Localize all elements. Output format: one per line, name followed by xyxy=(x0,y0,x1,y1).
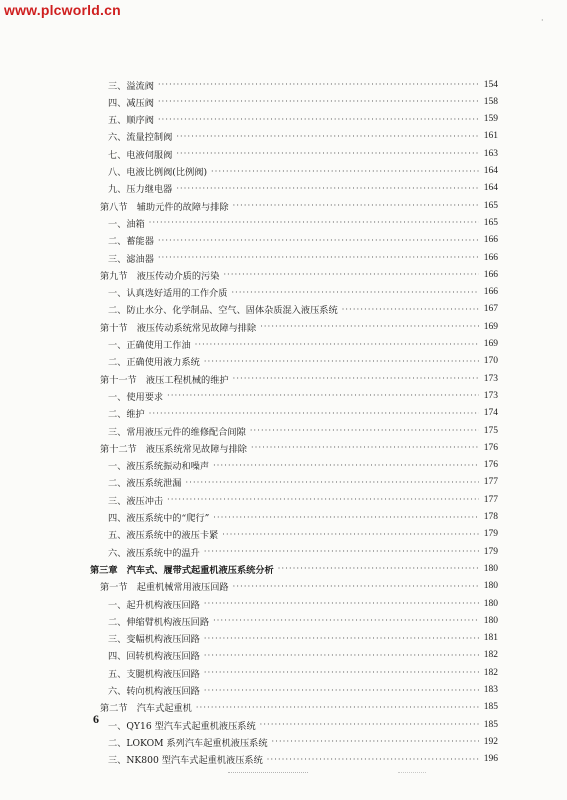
toc-leader-dots xyxy=(204,547,479,556)
toc-label: 六、转向机构液压回路 xyxy=(108,686,200,697)
toc-page-number: 196 xyxy=(483,754,498,765)
toc-label: 二、防止水分、化学制品、空气、固体杂质混入液压系统 xyxy=(108,305,338,317)
toc-leader-dots xyxy=(342,305,479,314)
toc-leader-dots xyxy=(233,582,479,591)
toc-item xyxy=(108,716,498,733)
toc-leader-dots xyxy=(211,167,479,176)
toc-page-number: 166 xyxy=(483,269,498,280)
toc-page-number: 175 xyxy=(483,425,498,436)
toc-page-number: 176 xyxy=(483,460,498,471)
toc-page-number: 165 xyxy=(483,200,498,211)
toc-leader-dots xyxy=(158,115,479,124)
toc-page-number: 158 xyxy=(483,96,498,107)
toc-page-number: 180 xyxy=(483,598,498,609)
toc-section xyxy=(100,197,498,214)
toc-page-number: 180 xyxy=(483,581,498,592)
toc-leader-dots xyxy=(186,478,480,487)
toc-section xyxy=(100,578,498,595)
scan-smudge xyxy=(398,772,426,775)
toc-leader-dots xyxy=(196,703,479,712)
toc-item xyxy=(108,612,498,629)
toc-page-number: 154 xyxy=(483,79,498,90)
scan-speck: · xyxy=(541,16,544,25)
toc-item xyxy=(108,474,498,491)
toc-item xyxy=(108,543,498,560)
toc-label: 第二节 汽车式起重机 xyxy=(100,703,192,715)
toc-leader-dots xyxy=(213,461,479,470)
toc-label: 三、变幅机构液压回路 xyxy=(108,634,200,646)
toc-page-number: 192 xyxy=(483,736,498,747)
toc-label: 三、溢流阀 xyxy=(108,80,154,92)
toc-label: 第一节 起重机械常用液压回路 xyxy=(100,582,229,594)
toc-label: 二、LOKOM 系列汽车起重机液压系统 xyxy=(108,737,268,749)
toc-item xyxy=(108,457,498,474)
toc-section xyxy=(100,699,498,716)
toc-label: 第八节 辅助元件的故障与排除 xyxy=(100,201,229,213)
toc-label: 三、液压冲击 xyxy=(108,495,164,507)
toc-leader-dots xyxy=(204,651,479,660)
toc-page-number: 169 xyxy=(483,339,498,349)
toc-item xyxy=(108,301,498,318)
scan-smudge xyxy=(228,772,308,776)
toc-page-number: 166 xyxy=(483,252,498,263)
toc-item xyxy=(108,353,498,370)
toc-label: 二、伸缩臂机构液压回路 xyxy=(108,616,210,628)
toc-item xyxy=(108,647,498,664)
toc-item xyxy=(108,284,498,301)
toc-leader-dots xyxy=(204,634,479,643)
toc-page-number: 170 xyxy=(483,356,498,367)
toc-label: 五、支腿机构液压回路 xyxy=(108,668,200,680)
toc-item xyxy=(108,145,498,162)
toc-leader-dots xyxy=(223,270,479,279)
toc-leader-dots xyxy=(195,340,479,349)
toc-item xyxy=(108,180,498,197)
toc-page-number: 185 xyxy=(483,702,498,713)
toc-item xyxy=(108,682,498,699)
toc-item xyxy=(108,336,498,353)
toc-item xyxy=(108,664,498,681)
toc-leader-dots xyxy=(267,755,479,764)
toc-label: 一、油箱 xyxy=(108,218,145,230)
toc-page-number: 173 xyxy=(483,390,498,401)
page-number: 6 xyxy=(93,712,99,726)
toc-item xyxy=(108,405,498,422)
toc-item xyxy=(108,76,498,93)
toc-label: 四、液压系统中的“爬行” xyxy=(108,513,210,524)
toc-page-number: 179 xyxy=(483,529,498,540)
toc-page-number: 177 xyxy=(483,494,498,505)
toc-leader-dots xyxy=(213,616,479,625)
toc-leader-dots xyxy=(176,184,479,193)
toc-leader-dots xyxy=(222,530,479,539)
toc-leader-dots xyxy=(176,132,479,141)
toc-leader-dots xyxy=(260,322,479,331)
toc-page-number: 173 xyxy=(483,373,498,384)
toc-item xyxy=(108,751,498,768)
toc-label: 一、正确使用工作油 xyxy=(108,340,191,351)
toc-label: 一、液压系统振动和噪声 xyxy=(108,461,210,473)
toc-page-number: 166 xyxy=(483,235,498,246)
toc-page-number: 164 xyxy=(483,183,498,194)
toc-leader-dots xyxy=(204,686,479,695)
toc-label: 三、滤油器 xyxy=(108,253,154,265)
toc-page-number: 182 xyxy=(483,667,498,678)
toc-page-number: 174 xyxy=(483,408,498,419)
toc-leader-dots xyxy=(213,513,479,522)
toc-item xyxy=(108,93,498,110)
toc-section xyxy=(100,370,498,387)
toc-label: 二、液压系统泄漏 xyxy=(108,478,182,490)
toc-label: 七、电液伺服阀 xyxy=(108,149,173,161)
toc-label: 六、液压系统中的温升 xyxy=(108,547,200,559)
toc-label: 六、流量控制阀 xyxy=(108,132,173,144)
toc-page-number: 159 xyxy=(483,114,498,125)
toc-item xyxy=(108,128,498,145)
toc-leader-dots xyxy=(149,218,479,227)
toc-item xyxy=(108,595,498,612)
toc-page-number: 180 xyxy=(483,563,498,574)
toc-page-number: 185 xyxy=(483,719,498,730)
toc-leader-dots xyxy=(204,357,479,366)
toc-leader-dots xyxy=(233,201,479,210)
toc-leader-dots xyxy=(158,97,479,106)
toc-item xyxy=(108,249,498,266)
toc-leader-dots xyxy=(250,426,479,435)
toc-label: 第三章 汽车式、履带式起重机液压系统分析 xyxy=(90,564,274,576)
toc-page-number: 161 xyxy=(483,131,498,142)
toc-item xyxy=(108,630,498,647)
toc-page-number: 165 xyxy=(483,217,498,228)
toc-item xyxy=(108,214,498,231)
toc-item xyxy=(108,387,498,404)
toc-label: 八、电液比例阀(比例阀) xyxy=(108,167,208,178)
toc-page-number: 166 xyxy=(483,287,498,298)
toc-leader-dots xyxy=(231,288,479,297)
toc-label: 第十节 液压传动系统常见故障与排除 xyxy=(100,322,257,334)
toc-leader-dots xyxy=(149,409,479,418)
toc-page-number: 169 xyxy=(483,321,498,332)
toc-page-number: 163 xyxy=(483,148,498,159)
toc-label: 五、顺序阀 xyxy=(108,115,154,127)
toc-label: 一、起升机构液压回路 xyxy=(108,599,200,611)
toc-page-number: 179 xyxy=(483,546,498,557)
toc-item xyxy=(108,111,498,128)
toc-label: 四、回转机构液压回路 xyxy=(108,651,200,663)
toc-leader-dots xyxy=(278,564,479,573)
toc-leader-dots xyxy=(176,149,479,158)
toc-label: 一、QY16 型汽车式起重机液压系统 xyxy=(108,720,256,732)
toc-chapter xyxy=(90,560,498,577)
toc-label: 一、认真选好适用的工作介质 xyxy=(108,288,228,300)
toc-leader-dots xyxy=(158,253,479,262)
toc-leader-dots xyxy=(260,720,479,729)
toc-leader-dots xyxy=(158,236,479,245)
watermark: www.plcworld.cn xyxy=(4,2,121,18)
toc-item xyxy=(108,526,498,543)
toc-page-number: 180 xyxy=(483,615,498,626)
toc-label: 一、使用要求 xyxy=(108,391,164,403)
toc-label: 二、蓄能器 xyxy=(108,236,154,248)
toc-label: 九、压力继电器 xyxy=(108,184,173,196)
toc-label: 第九节 液压传动介质的污染 xyxy=(100,270,220,282)
toc-item xyxy=(108,422,498,439)
toc-item xyxy=(108,232,498,249)
toc-label: 第十一节 液压工程机械的维护 xyxy=(100,374,229,386)
toc-leader-dots xyxy=(251,443,479,452)
toc-section xyxy=(100,318,498,335)
toc-leader-dots xyxy=(204,599,479,608)
toc-label: 二、维护 xyxy=(108,409,145,421)
toc-label: 三、NK800 型汽车式起重机液压系统 xyxy=(108,755,263,767)
toc-item xyxy=(108,509,498,526)
toc-page-number: 183 xyxy=(483,685,498,695)
toc-item xyxy=(108,491,498,508)
toc-page-number: 177 xyxy=(483,477,498,488)
toc-item xyxy=(108,163,498,180)
toc-leader-dots xyxy=(167,495,479,504)
toc-page-number: 181 xyxy=(483,633,498,644)
toc-label: 第十二节 液压系统常见故障与排除 xyxy=(100,443,247,455)
toc-page-number: 176 xyxy=(483,442,498,453)
toc-section xyxy=(100,439,498,456)
toc-page-number: 167 xyxy=(483,304,498,315)
toc-page-number: 182 xyxy=(483,650,498,661)
toc-leader-dots xyxy=(167,391,479,400)
toc-label: 二、正确使用液力系统 xyxy=(108,357,200,369)
toc-section xyxy=(100,266,498,283)
toc-leader-dots xyxy=(233,374,479,383)
toc-label: 三、常用液压元件的维修配合间隙 xyxy=(108,426,246,438)
toc-page-number: 164 xyxy=(483,166,498,176)
toc-page-number: 178 xyxy=(483,512,498,522)
toc-leader-dots xyxy=(204,668,479,677)
toc-label: 四、减压阀 xyxy=(108,97,154,109)
toc-leader-dots xyxy=(158,80,479,89)
toc-item xyxy=(108,733,498,750)
toc-leader-dots xyxy=(272,737,479,746)
toc-label: 五、液压系统中的液压卡紧 xyxy=(108,530,219,542)
